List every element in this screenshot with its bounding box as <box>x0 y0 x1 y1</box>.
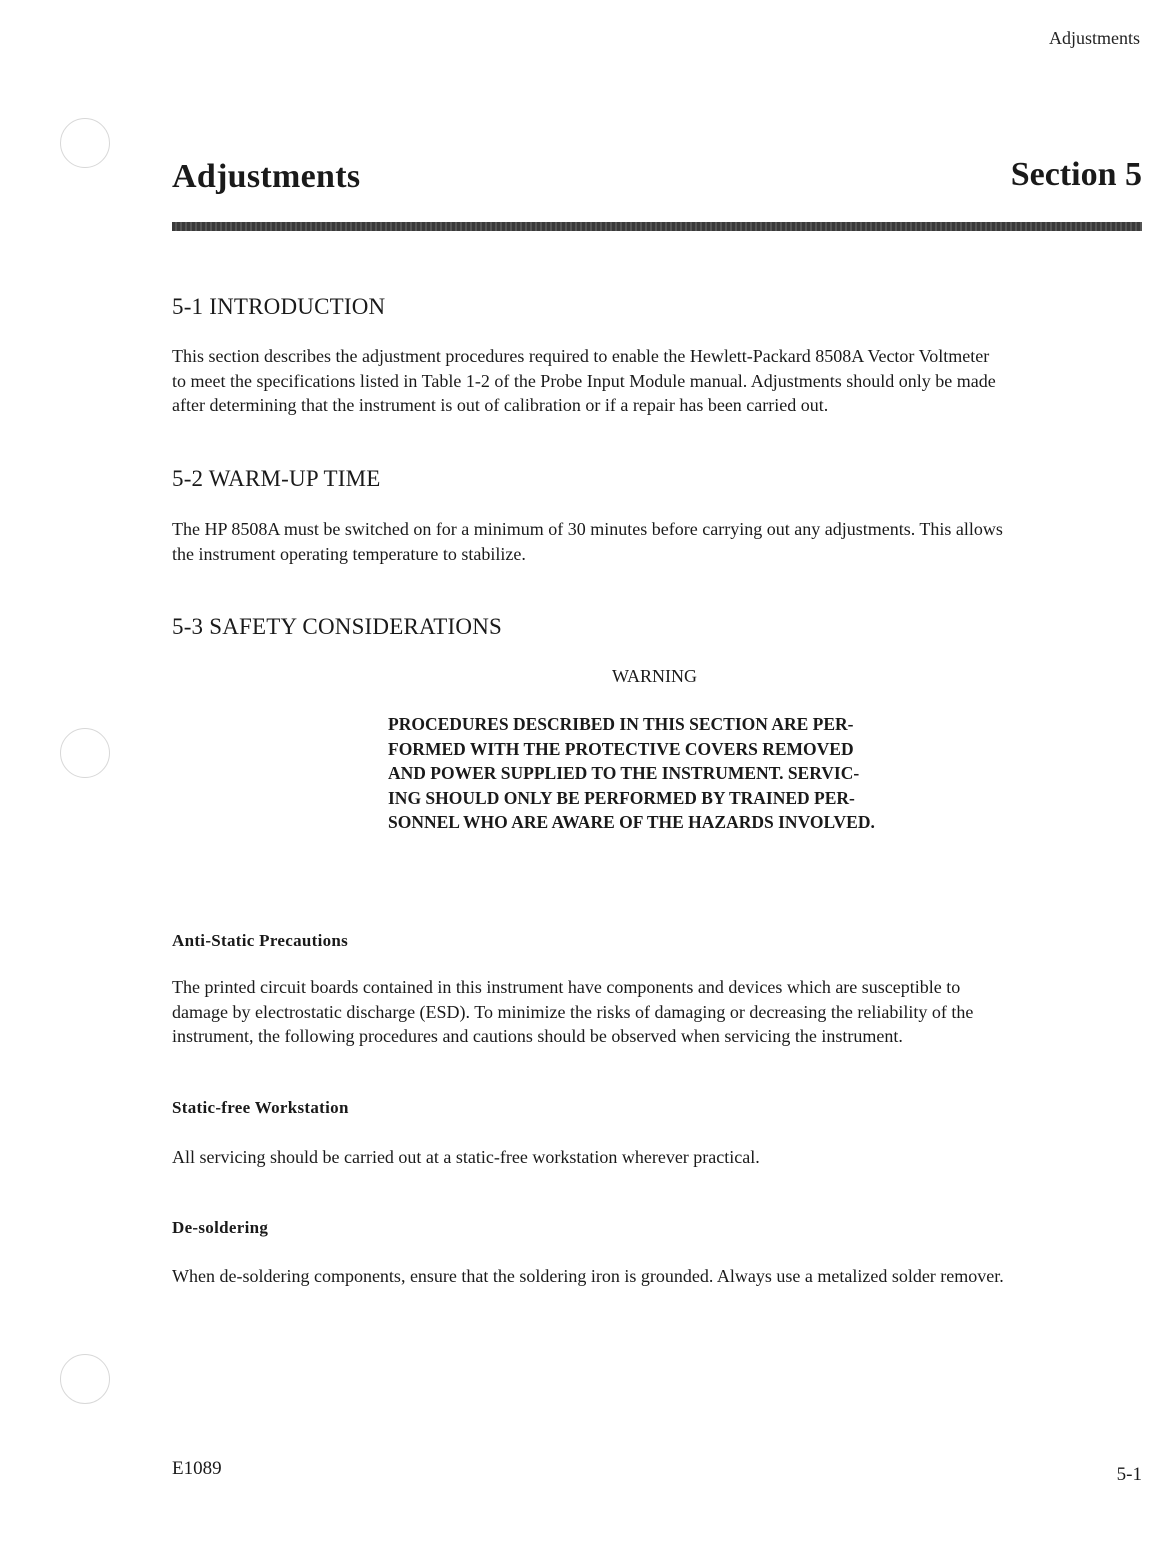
warning-line: FORMED WITH THE PROTECTIVE COVERS REMOVED <box>388 738 854 759</box>
text-line: When de-soldering components, ensure that the soldering iron is grounded. Always use a metalized solder remover. <box>172 1266 1004 1286</box>
warm-up-paragraph <box>172 517 1142 566</box>
text-line: damage by electrostatic discharge (ESD). To minimize the risks of damaging or decreasing the reliability of the <box>172 1001 974 1022</box>
warning-title: WARNING <box>612 666 697 686</box>
de-soldering-paragraph <box>172 1264 1142 1289</box>
text-line: The HP 8508A must be switched on for a minimum of 30 minutes before carrying out any adjustments. This allows <box>172 519 1003 539</box>
text-line: The printed circuit boards contained in this instrument have components and devices which are susceptible to <box>172 977 961 997</box>
anti-static-paragraph <box>172 975 1142 1049</box>
heading-static-free-workstation: Static-free Workstation <box>172 1098 349 1117</box>
heading-warm-up-time: 5-2 WARM-UP TIME <box>172 466 381 491</box>
page-title: Adjustments <box>172 158 361 195</box>
heading-anti-static-precautions: Anti-Static Precautions <box>172 931 349 950</box>
document-id: E1089 <box>172 1458 222 1479</box>
text-line: the instrument operating temperature to stabilize. <box>172 543 526 564</box>
workstation-paragraph <box>172 1145 1142 1170</box>
punch-hole-top <box>60 118 110 168</box>
text-line: after determining that the instrument is out of calibration or if a repair has been carried out. <box>172 395 829 415</box>
introduction-paragraph <box>172 344 1142 418</box>
heading-safety-considerations: 5-3 SAFETY CONSIDERATIONS <box>172 614 502 639</box>
warning-line: PROCEDURES DESCRIBED IN THIS SECTION ARE PER- <box>388 714 854 734</box>
text-line: This section describes the adjustment procedures required to enable the Hewlett-Packard 8508A Vector Voltmeter <box>172 346 990 366</box>
warning-line: AND POWER SUPPLIED TO THE INSTRUMENT. SERVIC- <box>388 763 860 783</box>
section-label: Section 5 <box>1010 156 1142 193</box>
running-head: Adjustments <box>1048 28 1140 48</box>
text-line: instrument, the following procedures and cautions should be observed when servicing the instrument. <box>172 1026 903 1046</box>
text-line: to meet the specifications listed in Table 1-2 of the Probe Input Module manual. Adjustments should only be made <box>172 370 996 391</box>
title-rule <box>172 222 1142 231</box>
heading-introduction: 5-1 INTRODUCTION <box>172 294 386 319</box>
warning-body <box>388 712 948 835</box>
text-line: All servicing should be carried out at a static-free workstation wherever practical. <box>172 1147 760 1167</box>
warning-line: ING SHOULD ONLY BE PERFORMED BY TRAINED PER- <box>388 787 855 808</box>
heading-de-soldering: De-soldering <box>172 1218 269 1237</box>
warning-line: SONNEL WHO ARE AWARE OF THE HAZARDS INVOLVED. <box>388 812 875 832</box>
punch-hole-bottom <box>60 1354 110 1404</box>
page-number: 5-1 <box>1116 1464 1142 1485</box>
punch-hole-middle <box>60 728 110 778</box>
